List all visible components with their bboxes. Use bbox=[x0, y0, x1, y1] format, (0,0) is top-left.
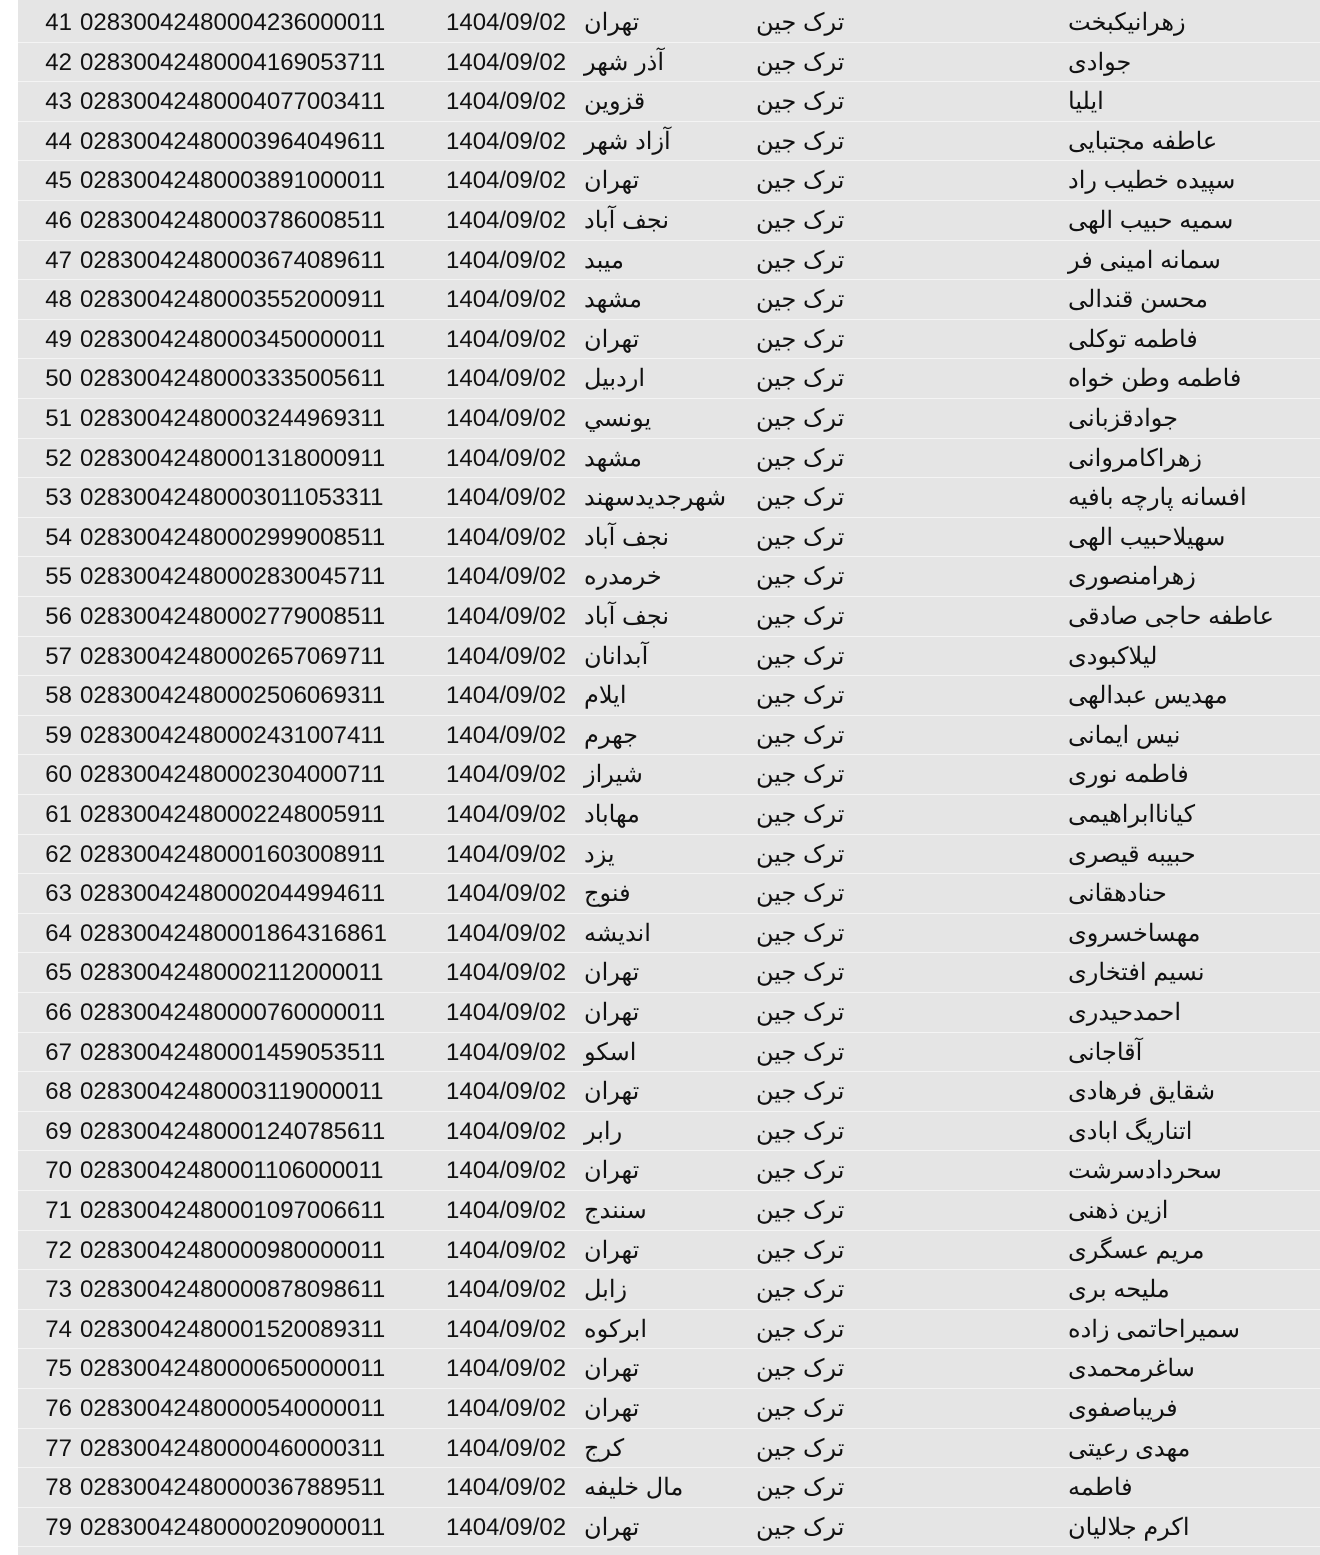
city: تهران bbox=[584, 1078, 640, 1106]
person-name: فاطمه bbox=[1068, 1474, 1133, 1502]
date: 1404/09/02 bbox=[446, 1117, 567, 1145]
city: ایلام bbox=[584, 682, 627, 710]
date: 1404/09/02 bbox=[446, 563, 567, 591]
city: تهران bbox=[584, 1157, 640, 1185]
table-row bbox=[18, 122, 1320, 162]
tracking-code: 02830042480000760000011 bbox=[80, 999, 386, 1026]
status: ترک جین bbox=[756, 761, 845, 789]
city: مهاباد bbox=[584, 801, 640, 828]
table-row bbox=[18, 755, 1320, 795]
status: ترک جین bbox=[756, 999, 845, 1026]
tracking-code: 02830042480001520089311 bbox=[80, 1315, 386, 1343]
table-row bbox=[18, 1112, 1320, 1152]
row-number: 70 bbox=[45, 1157, 72, 1185]
table-row bbox=[18, 1191, 1320, 1231]
person-name: سمیه حبیب الهی bbox=[1068, 207, 1234, 234]
date: 1404/09/02 bbox=[446, 603, 567, 630]
date: 1404/09/02 bbox=[446, 959, 567, 987]
tracking-code: 02830042480001864316861 bbox=[80, 919, 387, 947]
person-name: اکرم جلالیان bbox=[1068, 1513, 1190, 1541]
table-row bbox=[18, 43, 1320, 83]
person-name: مهدیس عبدالهی bbox=[1068, 682, 1228, 710]
status: ترک جین bbox=[756, 840, 845, 868]
city: یزد bbox=[584, 840, 615, 868]
row-number: 63 bbox=[45, 880, 72, 908]
tracking-code: 02830042480001318000911 bbox=[80, 444, 386, 472]
status: ترک جین bbox=[756, 1513, 845, 1541]
city: مشهد bbox=[584, 286, 642, 314]
person-name: فاطمه توکلی bbox=[1068, 325, 1198, 353]
person-name: فاطمه وطن خواه bbox=[1068, 365, 1242, 393]
city: تهران bbox=[584, 1236, 640, 1264]
status: ترک جین bbox=[756, 365, 845, 393]
table-row bbox=[18, 914, 1320, 954]
status: ترک جین bbox=[756, 523, 845, 551]
date: 1404/09/02 bbox=[446, 1276, 567, 1304]
person-name: زهراکامروانی bbox=[1068, 444, 1202, 472]
table-row bbox=[18, 676, 1320, 716]
status: ترک جین bbox=[756, 1197, 845, 1224]
row-number: 47 bbox=[45, 246, 72, 274]
date: 1404/09/02 bbox=[446, 1315, 567, 1343]
date: 1404/09/02 bbox=[446, 207, 567, 234]
city: تهران bbox=[584, 325, 640, 353]
row-number: 69 bbox=[45, 1117, 72, 1145]
status: ترک جین bbox=[756, 444, 845, 472]
status: ترک جین bbox=[756, 1395, 845, 1422]
person-name: ساغرمحمدی bbox=[1068, 1355, 1195, 1383]
city: شهرجدیدسهند bbox=[584, 484, 727, 512]
tracking-code: 02830042480003786008511 bbox=[80, 207, 386, 234]
date: 1404/09/02 bbox=[446, 880, 567, 908]
status: ترک جین bbox=[756, 1117, 845, 1145]
status: ترک جین bbox=[756, 246, 845, 274]
date: 1404/09/02 bbox=[446, 405, 567, 432]
table-row bbox=[18, 1270, 1320, 1310]
city: آزاد شهر bbox=[584, 127, 671, 155]
row-number: 76 bbox=[45, 1395, 72, 1422]
table-row bbox=[18, 953, 1320, 993]
row-number: 43 bbox=[45, 88, 72, 116]
date: 1404/09/02 bbox=[446, 1236, 567, 1264]
table-row bbox=[18, 1033, 1320, 1073]
city: اردبیل bbox=[584, 365, 646, 393]
status: ترک جین bbox=[756, 642, 845, 670]
date: 1404/09/02 bbox=[446, 919, 567, 947]
date: 1404/09/02 bbox=[446, 642, 567, 670]
date: 1404/09/02 bbox=[446, 246, 567, 274]
table-row bbox=[18, 241, 1320, 281]
row-number: 48 bbox=[45, 286, 72, 314]
city: خرمدره bbox=[584, 563, 662, 591]
date: 1404/09/02 bbox=[446, 1157, 567, 1185]
date: 1404/09/02 bbox=[446, 1078, 567, 1106]
person-name: حبیبه قیصری bbox=[1068, 840, 1196, 868]
tracking-code: 02830042480002248005911 bbox=[80, 801, 386, 828]
status: ترک جین bbox=[756, 721, 845, 749]
status: ترک جین bbox=[756, 48, 845, 76]
city: مشهد bbox=[584, 444, 642, 472]
row-number: 78 bbox=[45, 1474, 72, 1502]
tracking-code: 02830042480001459053511 bbox=[80, 1038, 386, 1066]
tracking-code: 02830042480000367889511 bbox=[80, 1474, 386, 1502]
row-number: 55 bbox=[45, 563, 72, 591]
tracking-code: 02830042480000878098611 bbox=[80, 1276, 386, 1304]
table-row bbox=[18, 637, 1320, 677]
date: 1404/09/02 bbox=[446, 801, 567, 828]
tracking-code: 02830042480003964049611 bbox=[80, 127, 386, 155]
person-name: جوادی bbox=[1068, 48, 1132, 76]
status: ترک جین bbox=[756, 603, 845, 630]
date: 1404/09/02 bbox=[446, 1395, 567, 1422]
table-row bbox=[18, 399, 1320, 439]
tracking-code: 02830042480004077003411 bbox=[80, 88, 386, 116]
tracking-code: 02830042480002112000011 bbox=[80, 959, 384, 987]
row-number: 60 bbox=[45, 761, 72, 789]
table-row bbox=[18, 1231, 1320, 1271]
city: اسکو bbox=[584, 1038, 637, 1066]
date: 1404/09/02 bbox=[446, 365, 567, 393]
person-name: عاطفه مجتبایی bbox=[1068, 127, 1218, 155]
tracking-code: 02830042480002999008511 bbox=[80, 523, 386, 551]
table-row bbox=[18, 795, 1320, 835]
status: ترک جین bbox=[756, 1355, 845, 1383]
status: ترک جین bbox=[756, 127, 845, 155]
row-number: 75 bbox=[45, 1355, 72, 1383]
row-number: 57 bbox=[45, 642, 72, 670]
date: 1404/09/02 bbox=[446, 444, 567, 472]
row-number: 62 bbox=[45, 840, 72, 868]
row-number: 42 bbox=[45, 48, 72, 76]
date: 1404/09/02 bbox=[446, 682, 567, 710]
row-number: 41 bbox=[45, 9, 72, 36]
date: 1404/09/02 bbox=[446, 286, 567, 314]
person-name: سحردادسرشت bbox=[1068, 1157, 1222, 1185]
tracking-code: 02830042480000460000311 bbox=[80, 1434, 386, 1462]
city: تهران bbox=[584, 959, 640, 987]
status: ترک جین bbox=[756, 682, 845, 710]
city: رابر bbox=[584, 1117, 623, 1145]
date: 1404/09/02 bbox=[446, 484, 567, 512]
city: سنندج bbox=[584, 1197, 647, 1224]
city: فنوج bbox=[584, 880, 631, 908]
row-number: 73 bbox=[45, 1276, 72, 1304]
row-number: 77 bbox=[45, 1434, 72, 1462]
person-name: مهساخسروی bbox=[1068, 919, 1201, 947]
tracking-code: 02830042480003244969311 bbox=[80, 405, 386, 432]
table-row bbox=[18, 280, 1320, 320]
table-row bbox=[18, 439, 1320, 479]
status: ترک جین bbox=[756, 880, 845, 908]
person-name: لیلاکبودی bbox=[1068, 642, 1158, 670]
person-name: زهرامنصوری bbox=[1068, 563, 1196, 591]
person-name: کیاناابراهیمی bbox=[1068, 801, 1196, 828]
row-number: 46 bbox=[45, 207, 72, 234]
person-name: سپیده خطیب راد bbox=[1068, 167, 1236, 195]
date: 1404/09/02 bbox=[446, 1038, 567, 1066]
person-name: افسانه پارچه بافیه bbox=[1068, 484, 1247, 512]
row-number: 44 bbox=[45, 127, 72, 155]
status: ترک جین bbox=[756, 1038, 845, 1066]
row-number: 45 bbox=[45, 167, 72, 195]
status: ترک جین bbox=[756, 1434, 845, 1462]
status: ترک جین bbox=[756, 207, 845, 234]
city: قزوین bbox=[584, 88, 646, 116]
city: اندیشه bbox=[584, 919, 651, 947]
tracking-code: 02830042480004236000011 bbox=[80, 9, 386, 36]
city: تهران bbox=[584, 1513, 640, 1541]
tracking-code: 02830042480004169053711 bbox=[80, 48, 386, 76]
table-row bbox=[18, 1072, 1320, 1112]
row-number: 54 bbox=[45, 523, 72, 551]
date: 1404/09/02 bbox=[446, 48, 567, 76]
row-number: 59 bbox=[45, 721, 72, 749]
row-number: 56 bbox=[45, 603, 72, 630]
table-row bbox=[18, 320, 1320, 360]
table-row bbox=[18, 201, 1320, 241]
date: 1404/09/02 bbox=[446, 1474, 567, 1502]
row-number: 71 bbox=[45, 1197, 72, 1224]
person-name: ملیحه بری bbox=[1068, 1276, 1170, 1304]
city: کرج bbox=[584, 1434, 625, 1462]
table-row bbox=[18, 1349, 1320, 1389]
city: شیراز bbox=[584, 761, 643, 789]
table-row bbox=[18, 874, 1320, 914]
city: ابرکوه bbox=[584, 1315, 647, 1343]
date: 1404/09/02 bbox=[446, 999, 567, 1026]
person-name: زهرانیکبخت bbox=[1068, 9, 1186, 36]
person-name: مهدی رعیتی bbox=[1068, 1434, 1191, 1462]
person-name: ایلیا bbox=[1068, 88, 1104, 116]
city: تهران bbox=[584, 1395, 640, 1422]
city: آذر شهر bbox=[584, 48, 665, 76]
table-row bbox=[18, 716, 1320, 756]
city: تهران bbox=[584, 167, 640, 195]
status: ترک جین bbox=[756, 167, 845, 195]
tracking-code: 02830042480003674089611 bbox=[80, 246, 386, 274]
tracking-code: 02830042480002830045711 bbox=[80, 563, 386, 591]
tracking-code: 02830042480002431007411 bbox=[80, 721, 386, 749]
status: ترک جین bbox=[756, 325, 845, 353]
city: جهرم bbox=[584, 721, 638, 749]
status: ترک جین bbox=[756, 9, 845, 36]
status: ترک جین bbox=[756, 919, 845, 947]
row-number: 53 bbox=[45, 484, 72, 512]
date: 1404/09/02 bbox=[446, 1434, 567, 1462]
city: زابل bbox=[584, 1276, 628, 1304]
status: ترک جین bbox=[756, 1157, 845, 1185]
status: ترک جین bbox=[756, 484, 845, 512]
table-row bbox=[18, 161, 1320, 201]
city: تهران bbox=[584, 9, 640, 36]
person-name: آقاجانی bbox=[1068, 1038, 1143, 1066]
table-row bbox=[18, 557, 1320, 597]
tracking-code: 02830042480003450000011 bbox=[80, 325, 386, 353]
table-row bbox=[18, 3, 1320, 43]
city: میبد bbox=[584, 246, 624, 274]
date: 1404/09/02 bbox=[446, 9, 567, 36]
results-table bbox=[18, 0, 1320, 1555]
tracking-code: 02830042480003011053311 bbox=[80, 484, 384, 512]
row-number: 61 bbox=[45, 801, 72, 828]
person-name: ازین ذهنی bbox=[1068, 1197, 1169, 1224]
tracking-code: 02830042480001097006611 bbox=[80, 1197, 386, 1224]
person-name: سمانه امینی فر bbox=[1068, 246, 1221, 274]
status: ترک جین bbox=[756, 1474, 845, 1502]
row-number: 50 bbox=[45, 365, 72, 393]
status: ترک جین bbox=[756, 286, 845, 314]
table-row bbox=[18, 518, 1320, 558]
table-row bbox=[18, 359, 1320, 399]
person-name: سهیلاحبیب الهی bbox=[1068, 523, 1226, 551]
tracking-code: 02830042480002779008511 bbox=[80, 603, 386, 630]
status: ترک جین bbox=[756, 959, 845, 987]
person-name: جوادقزبانی bbox=[1068, 405, 1178, 432]
row-number: 72 bbox=[45, 1236, 72, 1264]
tracking-code: 02830042480002304000711 bbox=[80, 761, 386, 789]
tracking-code: 02830042480002506069311 bbox=[80, 682, 386, 710]
date: 1404/09/02 bbox=[446, 1513, 567, 1541]
status: ترک جین bbox=[756, 801, 845, 828]
status: ترک جین bbox=[756, 88, 845, 116]
person-name: اتناریگ ابادی bbox=[1068, 1117, 1193, 1145]
row-number: 51 bbox=[45, 405, 72, 432]
city: مال خلیفه bbox=[584, 1474, 684, 1502]
status: ترک جین bbox=[756, 1315, 845, 1343]
tracking-code: 02830042480000980000011 bbox=[80, 1236, 386, 1264]
date: 1404/09/02 bbox=[446, 840, 567, 868]
date: 1404/09/02 bbox=[446, 325, 567, 353]
date: 1404/09/02 bbox=[446, 523, 567, 551]
status: ترک جین bbox=[756, 563, 845, 591]
table-row bbox=[18, 1389, 1320, 1429]
date: 1404/09/02 bbox=[446, 721, 567, 749]
city: نجف آباد bbox=[584, 523, 670, 551]
date: 1404/09/02 bbox=[446, 88, 567, 116]
table-row bbox=[18, 597, 1320, 637]
person-name: نیس ایمانی bbox=[1068, 721, 1181, 749]
row-number: 65 bbox=[45, 959, 72, 987]
row-number: 64 bbox=[45, 919, 72, 947]
tracking-code: 02830042480002044994611 bbox=[80, 880, 386, 908]
row-number: 58 bbox=[45, 682, 72, 710]
date: 1404/09/02 bbox=[446, 127, 567, 155]
person-name: عاطفه حاجی صادقی bbox=[1068, 603, 1274, 630]
status: ترک جین bbox=[756, 1276, 845, 1304]
city: تهران bbox=[584, 999, 640, 1026]
tracking-code: 02830042480000540000011 bbox=[80, 1395, 386, 1422]
row-number: 67 bbox=[45, 1038, 72, 1066]
date: 1404/09/02 bbox=[446, 1197, 567, 1224]
status: ترک جین bbox=[756, 1078, 845, 1106]
person-name: محسن قندالی bbox=[1068, 286, 1208, 314]
row-number: 79 bbox=[45, 1513, 72, 1541]
city: تهران bbox=[584, 1355, 640, 1383]
person-name: فاطمه نوری bbox=[1068, 761, 1189, 789]
table-row bbox=[18, 1429, 1320, 1469]
row-number: 49 bbox=[45, 325, 72, 353]
tracking-code: 02830042480003891000011 bbox=[80, 167, 386, 195]
city: نجف آباد bbox=[584, 603, 670, 630]
tracking-code: 02830042480003552000911 bbox=[80, 286, 386, 314]
tracking-code: 02830042480003335005611 bbox=[80, 365, 386, 393]
status: ترک جین bbox=[756, 1236, 845, 1264]
date: 1404/09/02 bbox=[446, 1355, 567, 1383]
tracking-code: 02830042480001603008911 bbox=[80, 840, 386, 868]
date: 1404/09/02 bbox=[446, 761, 567, 789]
row-number: 52 bbox=[45, 444, 72, 472]
table-row bbox=[18, 82, 1320, 122]
person-name: مریم عسگری bbox=[1068, 1236, 1205, 1264]
date: 1404/09/02 bbox=[446, 167, 567, 195]
table-row bbox=[18, 835, 1320, 875]
row-number: 66 bbox=[45, 999, 72, 1026]
person-name: شقایق فرهادی bbox=[1068, 1078, 1216, 1106]
tracking-code: 02830042480000209000011 bbox=[80, 1513, 386, 1541]
table-row bbox=[18, 1468, 1320, 1508]
table-row bbox=[18, 993, 1320, 1033]
tracking-code: 02830042480002657069711 bbox=[80, 642, 386, 670]
tracking-code: 02830042480000650000011 bbox=[80, 1355, 386, 1383]
table-row bbox=[18, 1310, 1320, 1350]
person-name: احمدحیدری bbox=[1068, 999, 1182, 1026]
person-name: سمیراحاتمی زاده bbox=[1068, 1315, 1241, 1343]
table-row bbox=[18, 1151, 1320, 1191]
tracking-code: 02830042480003119000011 bbox=[80, 1078, 384, 1106]
table-row bbox=[18, 1508, 1320, 1548]
city: یونسي bbox=[584, 405, 652, 432]
person-name: حنادهقانی bbox=[1068, 880, 1167, 908]
tracking-code: 02830042480001106000011 bbox=[80, 1157, 384, 1185]
row-number: 74 bbox=[45, 1315, 72, 1343]
status: ترک جین bbox=[756, 405, 845, 432]
person-name: فریباصفوی bbox=[1068, 1395, 1178, 1422]
person-name: نسیم افتخاری bbox=[1068, 959, 1205, 987]
city: نجف آباد bbox=[584, 207, 670, 234]
table-row bbox=[18, 478, 1320, 518]
city: آبدانان bbox=[584, 642, 649, 670]
row-number: 68 bbox=[45, 1078, 72, 1106]
tracking-code: 02830042480001240785611 bbox=[80, 1117, 386, 1145]
